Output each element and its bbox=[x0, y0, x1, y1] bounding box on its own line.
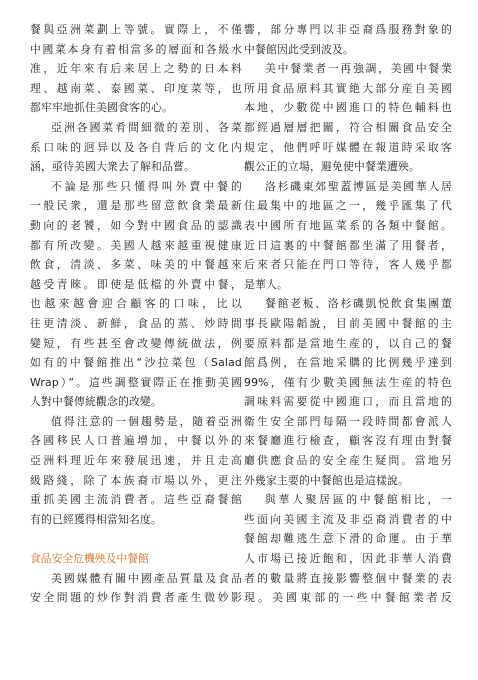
text-line: 調味料需要從中國進口，而且當地的 bbox=[244, 395, 452, 409]
text-line: 些面向美國主流及非亞裔消費者的中 bbox=[244, 512, 452, 526]
text-line: 亞洲料理近年來發展迅速，并且走高 bbox=[30, 454, 242, 468]
text-line: 本地，少數從中國進口的特色輔料也 bbox=[244, 101, 452, 115]
text-line: 涵，亟待美國大衆去了解和品嘗。 bbox=[30, 160, 195, 174]
text-line: 住最集中的地區之一，幾乎匯集了代 bbox=[244, 199, 452, 213]
text-line: 級路綫，除了本族裔市場以外，更注 bbox=[30, 473, 242, 487]
paragraph bbox=[244, 20, 452, 59]
text-line: 准，近年來有后来居上之勢的日本料 bbox=[30, 62, 242, 76]
text-line: 重抓美國主流消費者。這些亞裔餐館 bbox=[30, 493, 242, 507]
paragraph bbox=[30, 20, 242, 118]
text-line: 衛生安全部門每隔一段時間都會派人 bbox=[244, 414, 452, 428]
text-line: 系口味的迥异以及各自背后的文化内 bbox=[30, 140, 242, 154]
text-line: 來餐廳進行檢查，顧客沒有理由對餐 bbox=[244, 434, 452, 448]
left-text-column bbox=[30, 20, 242, 608]
text-line: 飲食，清淡、多菜、味美的中餐越來 bbox=[30, 258, 242, 272]
paragraph bbox=[30, 412, 242, 530]
text-line: 洛杉磯東郊聖蓋博區是美國華人居 bbox=[265, 179, 452, 193]
paragraph bbox=[244, 59, 452, 177]
text-line: 也越來越會迎合顧客的口味，比以 bbox=[30, 297, 242, 311]
text-line: 如有的中餐館推出“沙拉菜包（Salad bbox=[30, 356, 242, 370]
text-line: 中餐館因此受到波及。 bbox=[244, 42, 354, 56]
text-line: 各國移民人口普遍增加，中餐以外的 bbox=[30, 434, 242, 448]
text-line: 響，部分專門以非亞裔爲服務對象的 bbox=[244, 23, 452, 36]
text-line: 值得注意的一個趨勢是，隨着亞洲 bbox=[51, 414, 242, 428]
text-line: 后來者只能在門口等待，客人幾乎都 bbox=[244, 258, 452, 272]
text-line: 變短，有些甚至會改變傳統做法，例 bbox=[30, 336, 242, 350]
text-line: 餐館老板、洛杉磯凱悦飲食集團董 bbox=[265, 297, 452, 311]
text-line: 外幾家主要的中餐館也是這樣說。 bbox=[244, 473, 409, 487]
text-line: 人對中餐傳統觀念的改變。 bbox=[30, 395, 162, 409]
section-heading: 食品安全危機殃及中餐館 bbox=[30, 552, 149, 566]
text-line: 現。美國東部的一些中餐館業者反 bbox=[244, 591, 452, 605]
text-line: 美中餐業者一再強調，美國中餐業 bbox=[265, 62, 452, 76]
text-line: 理、越南菜、泰國菜、印度菜等，也 bbox=[30, 81, 242, 95]
text-line: 越受青睞。即使是低檔的外賣中餐， bbox=[30, 277, 242, 291]
paragraph bbox=[30, 569, 242, 608]
text-line: 人市場已接近飽和，因此非華人消費 bbox=[244, 552, 452, 566]
paragraph bbox=[30, 118, 242, 177]
section-spacer bbox=[30, 529, 242, 549]
text-line: 所用食品原料其實絶大部分産自美國 bbox=[244, 81, 452, 95]
text-line: 安全問題的炒作對消費者產生微妙影 bbox=[30, 591, 242, 605]
text-line: 表中國所有地區菜系的各類中餐館。 bbox=[244, 218, 452, 232]
text-line: 者的數量將直接影響整個中餐業的表 bbox=[244, 571, 452, 585]
text-line: 觀公正的立場，避免使中餐業遭殃。 bbox=[244, 160, 420, 174]
paragraph bbox=[30, 177, 242, 412]
text-line: 99%，僅有少數美國無法生産的特色 bbox=[244, 375, 452, 389]
text-line: Wrap）”。這些調整實際正在推動美國 bbox=[30, 375, 242, 389]
text-line: 事長歐陽韜說，目前美國中餐館的主 bbox=[244, 316, 452, 330]
text-line: 與華人聚居區的中餐館相比，一 bbox=[265, 493, 452, 507]
text-line: 一般民衆，還是那些留意飲食業最新 bbox=[30, 199, 242, 213]
paragraph bbox=[244, 490, 452, 608]
right-text-column bbox=[244, 20, 452, 608]
text-line: 美國媒體有關中國產品質量及食品 bbox=[51, 571, 242, 585]
text-line: 都有所改變。美國人越來越重視健康 bbox=[30, 238, 242, 252]
text-line: 動向的老饕，如今對中國食品的認識 bbox=[30, 218, 242, 232]
text-line: 餐與亞洲菜劃上等號。實際上，不僅 bbox=[30, 23, 242, 36]
text-line: 中國菜本身有着相當多的層面和各級水 bbox=[30, 42, 242, 56]
text-line: 餐館却難逃生意下滑的命運。由于華 bbox=[244, 532, 452, 546]
text-line: 都牢牢地抓住美國食客的心。 bbox=[30, 101, 173, 115]
text-line: 廳供應食品的安全産生疑問。當地另 bbox=[244, 454, 452, 468]
paragraph bbox=[244, 177, 452, 295]
text-line: 館爲例，在當地采購的比例幾乎達到 bbox=[244, 356, 452, 370]
text-line: 亞洲各國菜肴間細微的差別、各菜 bbox=[51, 120, 242, 134]
paragraph bbox=[244, 294, 452, 490]
text-line: 不論是那些只懂得叫外賣中餐的 bbox=[51, 179, 242, 193]
text-line: 要原料都是當地生産的，以自己的餐 bbox=[244, 336, 452, 350]
text-line: 是華人。 bbox=[244, 277, 288, 291]
text-line: 近日這裏的中餐館都坐滿了用餐者， bbox=[244, 238, 452, 252]
text-line: 有的已經獲得相當知名度。 bbox=[30, 512, 162, 526]
text-line: 往更清淡、新鮮，食品的蒸、炒時間 bbox=[30, 316, 242, 330]
text-line: 規定，他們呼吁媒體在報道時采取客 bbox=[244, 140, 452, 154]
text-line: 都經過層層把關，符合相關食品安全 bbox=[244, 120, 452, 134]
